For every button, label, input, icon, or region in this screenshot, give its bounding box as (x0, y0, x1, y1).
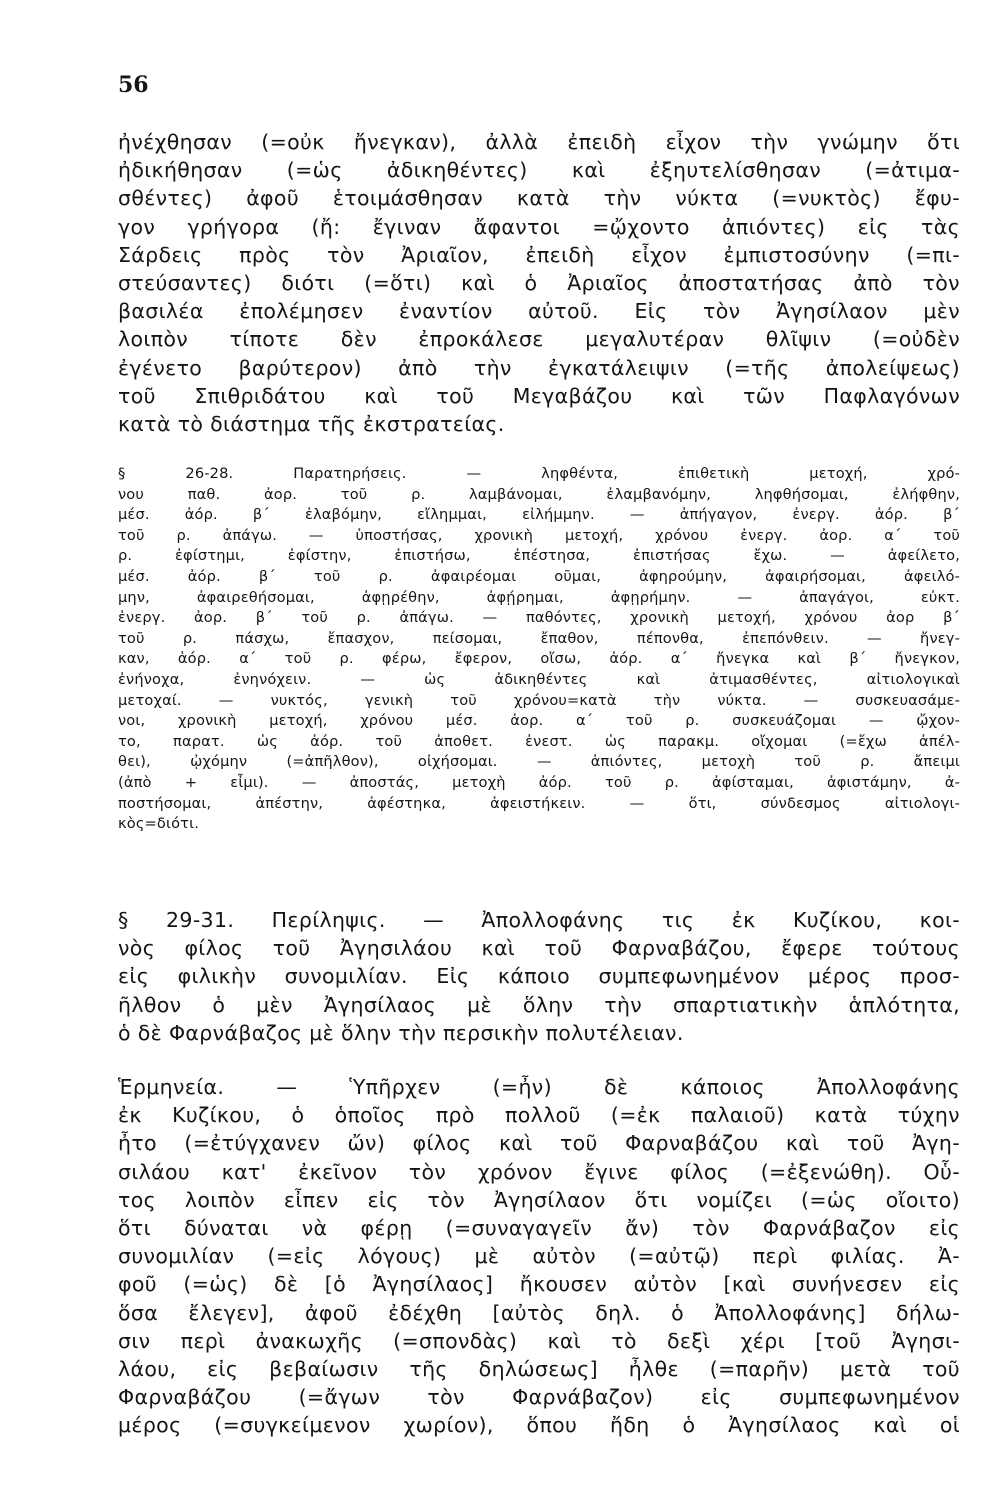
text-line: τοῦ ρ. πάσχω, ἔπασχον, πείσομαι, ἔπαθον, πέπονθα, ἐπεπόνθειν. — ἤνεγ- (118, 629, 960, 647)
text-line: βασιλέα ἐπολέμησεν ἐναντίον αὐτοῦ. Εἰς τὸν Ἀγησίλαον μὲν (118, 299, 960, 324)
text-line: εἰς φιλικὴν συνομιλίαν. Εἰς κάποιο συμπεφωνημένον μέρος προσ- (118, 964, 960, 989)
text-line: ὅσα ἔλεγεν], ἀφοῦ ἐδέχθη [αὐτὸς δηλ. ὁ Ἀπολλοφάνης] δήλω- (118, 1300, 960, 1325)
text-line: ἐνεργ. ἀορ. β΄ τοῦ ρ. ἀπάγω. — παθόντες, χρονικὴ μετοχή, χρόνου ἀορ β΄ (118, 609, 960, 627)
text-line: νὸς φίλος τοῦ Ἀγησιλάου καὶ τοῦ Φαρναβάζου, ἔφερε τούτους (118, 936, 960, 961)
text-line: το, παρατ. ὡς ἀόρ. τοῦ ἀποθετ. ἐνεστ. ὡς παρακμ. οἴχομαι (=ἔχω ἀπέλ- (118, 732, 960, 750)
text-line: τοῦ ρ. ἀπάγω. — ὑποστήσας, χρονικὴ μετοχή, χρόνου ἐνεργ. ἀορ. α΄ τοῦ (118, 526, 960, 544)
text-line: φοῦ (=ὡς) δὲ [ὁ Ἀγησίλαος] ἤκουσεν αὐτὸν [καὶ συνήνεσεν εἰς (118, 1272, 960, 1297)
text-line: νου παθ. ἀορ. τοῦ ρ. λαμβάνομαι, ἐλαμβανόμην, ληφθήσομαι, ἐλήφθην, (118, 485, 960, 503)
summary-section (118, 906, 960, 1047)
text-line: Φαρναβάζου (=ἄγων τὸν Φαρνάβαζον) εἰς συμπεφωνημένον (118, 1385, 960, 1410)
text-line: ρ. ἐφίστημι, ἐφίστην, ἐπιστήσω, ἐπέστησα, ἐπιστήσας ἔχω. — ἀφείλετο, (118, 547, 960, 565)
text-line: μέσ. ἀόρ. β΄ τοῦ ρ. ἀφαιρέομαι οῦμαι, ἀφηρούμην, ἀφαιρήσομαι, ἀφειλό- (118, 567, 960, 585)
text-line: ἦτο (=ἐτύγχανεν ὤν) φίλος καὶ τοῦ Φαρναβάζου καὶ τοῦ Ἀγη- (118, 1131, 960, 1156)
text-line: ἐνήνοχα, ἐνηνόχειν. — ὡς ἀδικηθέντες καὶ ἀτιμασθέντες, αἰτιολογικαὶ (118, 670, 960, 688)
text-line: συνομιλίαν (=εἰς λόγους) μὲ αὐτὸν (=αὐτῷ) περὶ φιλίας. Ἀ- (118, 1244, 960, 1269)
text-line: θει), ᾠχόμην (=ἀπῆλθον), οἰχήσομαι. — ἀπιόντες, μετοχὴ τοῦ ρ. ἄπειμι (118, 753, 960, 771)
text-line: σιλάου κατ' ἐκεῖνον τὸν χρόνον ἔγινε φίλος (=ἐξενώθη). Οὗ- (118, 1159, 960, 1184)
page-number: 56 (118, 72, 149, 98)
text-line: τος λοιπὸν εἶπεν εἰς τὸν Ἀγησίλαον ὅτι νομίζει (=ὡς οἴοιτο) (118, 1187, 960, 1212)
text-line: σθέντες) ἀφοῦ ἑτοιμάσθησαν κατὰ τὴν νύκτα (=νυκτὸς) ἔφυ- (118, 186, 960, 211)
text-line: μέρος (=συγκείμενον χωρίον), ὅπου ἤδη ὁ Ἀγησίλαος καὶ οἱ (118, 1413, 960, 1438)
text-line: § 29-31. Περίληψις. — Ἀπολλοφάνης τις ἐκ Κυζίκου, κοι- (118, 908, 960, 932)
commentary-paragraph (118, 128, 960, 438)
text-line: ῆλθον ὁ μὲν Ἀγησίλαος μὲ ὅλην τὴν σπαρτιατικὴν ἁπλότητα, (118, 992, 960, 1017)
text-line: ποστήσομαι, ἀπέστην, ἀφέστηκα, ἀφειστήκειν. — ὅτι, σύνδεσμος αἰτιολογι- (118, 794, 960, 812)
text-line: ἠνέχθησαν (=οὐκ ἤνεγκαν), ἀλλὰ ἐπειδὴ εἶχον τὴν γνώμην ὅτι (118, 130, 960, 154)
text-line: μην, ἀφαιρεθήσομαι, ἀφῃρέθην, ἀφῄρημαι, ἀφῃρήμην. — ἀπαγάγοι, εὐκτ. (118, 588, 960, 606)
text-line: τοῦ Σπιθριδάτου καὶ τοῦ Μεγαβάζου καὶ τῶν Παφλαγόνων (118, 383, 960, 408)
text-line: λάου, εἰς βεβαίωσιν τῆς δηλώσεως] ἦλθε (=παρῆν) μετὰ τοῦ (118, 1357, 960, 1382)
text-line: Σάρδεις πρὸς τὸν Ἀριαῖον, ἐπειδὴ εἶχον ἐμπιστοσύνην (=πι- (118, 242, 960, 267)
text-line: σιν περὶ ἀνακωχῆς (=σπονδὰς) καὶ τὸ δεξὶ χέρι [τοῦ Ἀγησι- (118, 1328, 960, 1353)
text-line: ἐγένετο βαρύτερον) ἀπὸ τὴν ἐγκατάλειψιν (=τῆς ἀπολείψεως) (118, 355, 960, 380)
text-line: κατὰ τὸ διάστημα τῆς ἐκστρατείας. (118, 412, 505, 437)
remarks-section (118, 464, 960, 835)
text-line: (ἀπὸ + εἶμι). — ἀποστάς, μετοχὴ ἀόρ. τοῦ ρ. ἀφίσταμαι, ἀφιστάμην, ἀ- (118, 773, 960, 791)
text-line: κὸς=διότι. (118, 815, 199, 833)
text-line: ἠδικήθησαν (=ὡς ἀδικηθέντες) καὶ ἐξηυτελίσθησαν (=ἀτιμα- (118, 158, 960, 183)
text-line: γον γρήγορα (ἤ: ἔγιναν ἄφαντοι =ᾤχοντο ἀπιόντες) εἰς τὰς (118, 214, 960, 239)
text-line: μετοχαί. — νυκτός, γενικὴ τοῦ χρόνου=κατὰ τὴν νύκτα. — συσκευασάμε- (118, 691, 960, 709)
text-line: στεύσαντες) διότι (=ὅτι) καὶ ὁ Ἀριαῖος ἀποστατήσας ἀπὸ τὸν (118, 271, 960, 296)
text-line: § 26-28. Παρατηρήσεις. — ληφθέντα, ἐπιθετικὴ μετοχή, χρό- (118, 465, 960, 482)
text-line: καν, ἀόρ. α΄ τοῦ ρ. φέρω, ἔφερον, οἴσω, ἀόρ. α΄ ἤνεγκα καὶ β΄ ἤνεγκον, (118, 650, 960, 668)
text-line: ὅτι δύναται νὰ φέρῃ (=συναγαγεῖν ἄν) τὸν Φαρνάβαζον εἰς (118, 1216, 960, 1241)
text-line: λοιπὸν τίποτε δὲν ἐπροκάλεσε μεγαλυτέραν θλῖψιν (=οὐδὲν (118, 327, 960, 352)
text-line: μέσ. ἀόρ. β΄ ἐλαβόμην, εἴλημμαι, εἰλήμμην. — ἀπήγαγον, ἐνεργ. ἀόρ. β΄ (118, 506, 960, 524)
text-line: ἐκ Κυζίκου, ὁ ὁποῖος πρὸ πολλοῦ (=ἐκ παλαιοῦ) κατὰ τύχην (118, 1103, 960, 1128)
text-line: νοι, χρονικὴ μετοχή, χρόνου μέσ. ἀορ. α΄ τοῦ ρ. συσκευάζομαι — ᾤχον- (118, 712, 960, 730)
text-line: ὁ δὲ Φαρνάβαζος μὲ ὅλην τὴν περσικὴν πολυτέλειαν. (118, 1020, 684, 1045)
text-line: Ἑρμηνεία. — Ὑπῆρχεν (=ἦν) δὲ κάποιος Ἀπολλοφάνης (118, 1075, 960, 1099)
interpretation-section (118, 1073, 960, 1440)
